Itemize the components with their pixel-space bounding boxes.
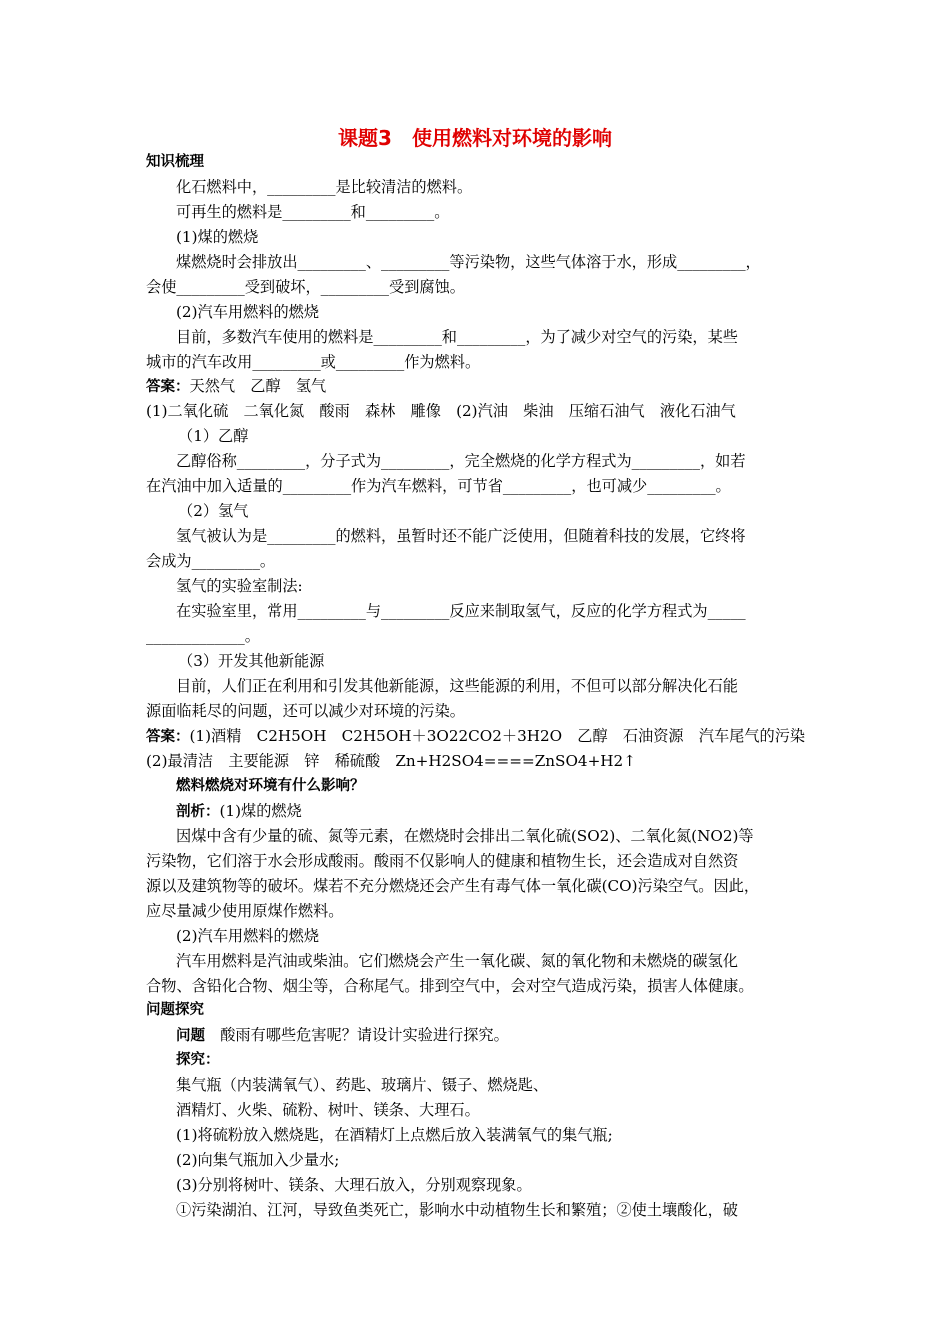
- text-line: (3)分别将树叶、镁条、大理石放入，分别观察现象。: [176, 1176, 532, 1194]
- text-line: 目前，多数汽车使用的燃料是_________和_________，为了减少对空气的污染，某些: [176, 328, 738, 346]
- text-line: 会成为_________。: [146, 552, 276, 570]
- text-line: 氢气的实验室制法:: [176, 577, 303, 595]
- question-text: 酸雨有哪些危害呢？请设计实验进行探究。: [205, 1026, 509, 1044]
- question-heading: 燃料燃烧对环境有什么影响？: [176, 778, 365, 794]
- text-line: 酒精灯、火柴、硫粉、树叶、镁条、大理石。: [176, 1101, 480, 1119]
- analysis-line: [176, 799, 844, 825]
- text-line: (2)向集气瓶加入少量水;: [176, 1151, 340, 1169]
- text-line: 在实验室里，常用_________与_________反应来制取氢气，反应的化学方程式为_____: [176, 602, 746, 620]
- text-line: ①污染湖泊、江河，导致鱼类死亡，影响水中动植物生长和繁殖；②使土壤酸化，破: [176, 1201, 738, 1219]
- text-line: 乙醇俗称_________，分子式为_________，完全燃烧的化学方程式为_________，如若: [176, 452, 746, 470]
- text-line: 污染物，它们溶于水会形成酸雨。酸雨不仅影响人的健康和植物生长，还会造成对自然资: [146, 852, 739, 870]
- text-line: 合物、含铅化合物、烟尘等，合称尾气。排到空气中，会对空气造成污染，损害人体健康。: [146, 977, 754, 995]
- text-line: (1)将硫粉放入燃烧匙，在酒精灯上点燃后放入装满氧气的集气瓶;: [176, 1126, 613, 1144]
- text-line: 源以及建筑物等的破坏。煤若不充分燃烧还会产生有毒气体一氧化碳(CO)污染空气。因此，: [146, 877, 760, 895]
- text-line: 因煤中含有少量的硫、氮等元素，在燃烧时会排出二氧化硫(SO2)、二氧化氮(NO2)等: [176, 827, 754, 845]
- text-line: 源面临耗尽的问题，还可以减少对环境的污染。: [146, 702, 465, 720]
- answer-line: [146, 724, 814, 750]
- question-line: [176, 1023, 844, 1049]
- text-line: 集气瓶（内装满氧气）、药匙、玻璃片、镊子、燃烧匙、: [176, 1076, 549, 1094]
- section-heading-problem: 问题探究: [146, 1002, 204, 1018]
- text-line: _____________。: [146, 627, 260, 645]
- text-line: （3）开发其他新能源: [178, 652, 325, 670]
- answer-line: [146, 374, 814, 400]
- text-line: (2)汽车用燃料的燃烧: [176, 303, 320, 321]
- question-label: 问题: [176, 1028, 205, 1044]
- answer-line: (2)最清洁 主要能源 锌 稀硫酸 Zn+H2SO4====ZnSO4+H2↑: [146, 752, 636, 770]
- answer-line: (1)二氧化硫 二氧化氮 酸雨 森林 雕像 (2)汽油 柴油 压缩石油气 液化石油气: [146, 402, 736, 420]
- analysis-label: 剖析：: [176, 804, 220, 820]
- explore-label: 探究：: [176, 1052, 220, 1068]
- text-line: （1）乙醇: [178, 427, 249, 445]
- text-line: 氢气被认为是_________的燃料，虽暂时还不能广泛使用，但随着科技的发展，它终将: [176, 527, 746, 545]
- text-line: （2）氢气: [178, 502, 249, 520]
- text-line: 城市的汽车改用_________或_________作为燃料。: [146, 353, 481, 371]
- analysis-text: (1)煤的燃烧: [219, 802, 302, 820]
- answer-text: (1)酒精 C2H5OH C2H5OH＋3O22CO2＋3H2O 乙醇 石油资源 汽车尾气的污染: [189, 727, 806, 745]
- answer-label: 答案：: [146, 379, 190, 395]
- text-line: 目前，人们正在利用和引发其他新能源，这些能源的利用，不但可以部分解决化石能: [176, 677, 738, 695]
- answer-text: 天然气 乙醇 氢气: [189, 377, 327, 395]
- text-line: 可再生的燃料是_________和_________。: [176, 203, 450, 221]
- text-line: 汽车用燃料是汽油或柴油。它们燃烧会产生一氧化碳、氮的氧化物和未燃烧的碳氢化: [176, 952, 738, 970]
- text-line: 煤燃烧时会排放出_________、_________等污染物，这些气体溶于水，形成_________，: [176, 253, 761, 271]
- page-title: 课题3 使用燃料对环境的影响: [338, 126, 612, 150]
- answer-label: 答案：: [146, 729, 190, 745]
- text-line: (2)汽车用燃料的燃烧: [176, 927, 320, 945]
- section-heading-knowledge: 知识梳理: [146, 154, 204, 170]
- text-line: 在汽油中加入适量的_________作为汽车燃料，可节省_________，也可减少_________。: [146, 477, 731, 495]
- text-line: 会使_________受到破坏，_________受到腐蚀。: [146, 278, 465, 296]
- text-line: 化石燃料中，_________是比较清洁的燃料。: [176, 178, 473, 196]
- text-line: (1)煤的燃烧: [176, 228, 259, 246]
- text-line: 应尽量减少使用原煤作燃料。: [146, 902, 344, 920]
